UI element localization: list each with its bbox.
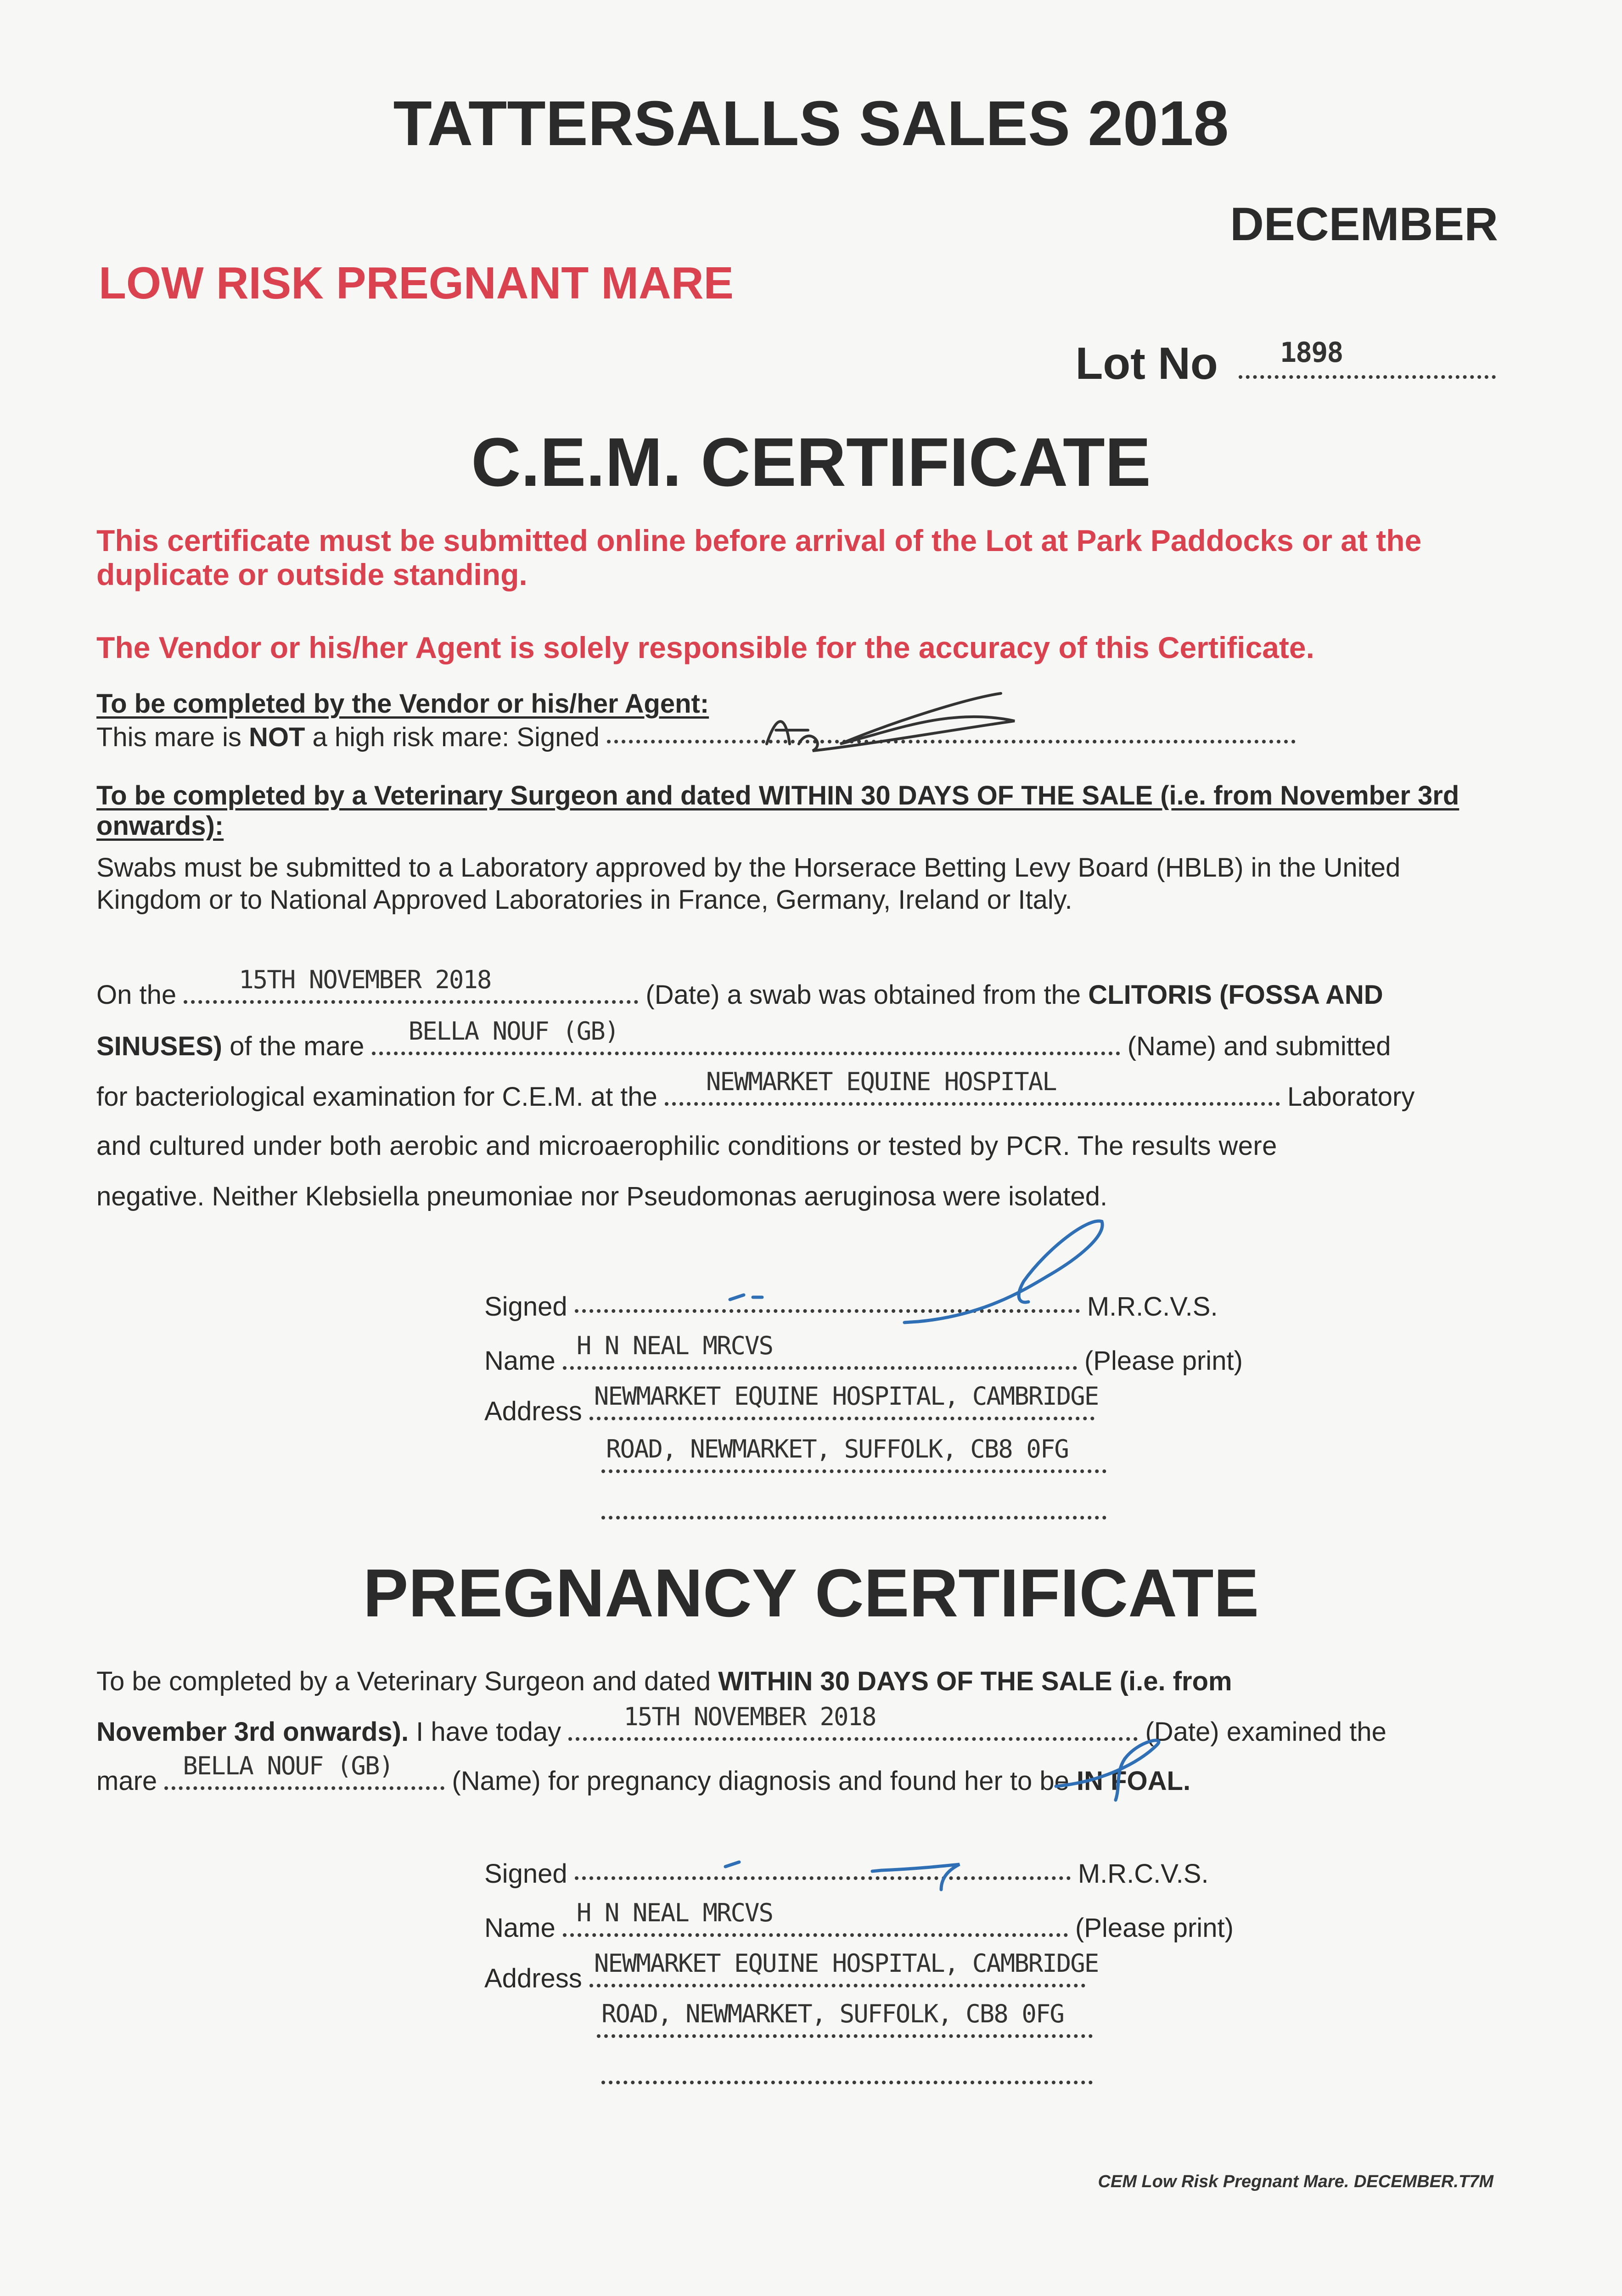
cem-name-row: Name H N NEAL MRCVS (Please print) [484, 1343, 1243, 1378]
pregnancy-name-row: Name H N NEAL MRCVS (Please print) [484, 1910, 1234, 1945]
pregnancy-heading: PREGNANCY CERTIFICATE [363, 1555, 1259, 1631]
lot-number-value: 1898 [1280, 337, 1343, 369]
pregnancy-signed-row: Signed M.R.C.V.S. [484, 1859, 1209, 1889]
sale-title: TATTERSALLS SALES 2018 [393, 88, 1229, 159]
pregnancy-vet-name-value: H N NEAL MRCVS [576, 1898, 773, 1927]
vet-heading: To be completed by a Veterinary Surgeon and dated WITHIN 30 DAYS OF THE SALE (i.e. from November 3rd onwards): [96, 781, 1459, 841]
cem-address-line-2-value: ROAD, NEWMARKET, SUFFOLK, CB8 0FG [606, 1435, 1068, 1463]
cem-line-date: On the 15TH NOVEMBER 2018 (Date) a swab was obtained from the CLITORIS (FOSSA AND [96, 977, 1383, 1012]
cem-address-line-1-value: NEWMARKET EQUINE HOSPITAL, CAMBRIDGE [594, 1382, 1099, 1411]
pregnancy-address-line-3 [601, 2081, 1093, 2084]
lot-label: Lot No [1075, 338, 1218, 388]
pregnancy-date-value: 15TH NOVEMBER 2018 [623, 1702, 876, 1731]
cem-line-result: negative. Neither Klebsiella pneumoniae nor Pseudomonas aeruginosa were isolated. [96, 1182, 1108, 1211]
vendor-statement: This mare is NOT a high risk mare: Signed [96, 721, 1296, 754]
form-code: CEM Low Risk Pregnant Mare. DECEMBER.T7M [1098, 2172, 1493, 2191]
cem-vet-signature [725, 1212, 1139, 1332]
swab-date-value: 15TH NOVEMBER 2018 [239, 965, 491, 994]
pregnancy-line-3: mare BELLA NOUF (GB) (Name) for pregnancy diagnosis and found her to be IN FOAL. [96, 1763, 1190, 1798]
pregnancy-line-2: November 3rd onwards). I have today 15TH NOVEMBER 2018 (Date) examined the [96, 1714, 1386, 1749]
pregnancy-address-row: Address NEWMARKET EQUINE HOSPITAL, CAMBRIDGE [484, 1961, 1085, 1995]
cem-line-mare: SINUSES) of the mare BELLA NOUF (GB) (Name) and submitted [96, 1029, 1391, 1063]
lot-number-line [1239, 337, 1496, 379]
lot-number-field [1076, 338, 1496, 389]
vendor-heading: To be completed by the Vendor or his/her Agent: [96, 689, 709, 719]
pregnancy-line-1: To be completed by a Veterinary Surgeon and dated WITHIN 30 DAYS OF THE SALE (i.e. from [96, 1666, 1232, 1696]
cem-signed-row: Signed M.R.C.V.S. [484, 1292, 1218, 1322]
cem-address-line-3 [601, 1516, 1106, 1519]
pregnancy-address-line-1-value: NEWMARKET EQUINE HOSPITAL, CAMBRIDGE [594, 1949, 1099, 1978]
pregnancy-mare-name-value: BELLA NOUF (GB) [183, 1751, 393, 1780]
laboratory-field [665, 1067, 1280, 1106]
pregnancy-check-mark [1047, 1731, 1184, 1805]
cem-line-laboratory: for bacteriological examination for C.E.M. at the NEWMARKET EQUINE HOSPITAL Laboratory [96, 1079, 1414, 1114]
cem-address-line-2 [601, 1435, 1106, 1473]
cem-mare-name-field [372, 1017, 1120, 1055]
pregnancy-vet-signature [721, 1825, 1042, 1894]
pregnancy-address-line-2 [597, 1999, 1093, 2038]
pregnancy-address-line-2-value: ROAD, NEWMARKET, SUFFOLK, CB8 0FG [601, 1999, 1064, 2028]
cem-mare-name-value: BELLA NOUF (GB) [408, 1017, 619, 1046]
swab-requirement: Swabs must be submitted to a Laboratory approved by the Horserace Betting Levy Board (HBLB) in the United Kingdom or to National Approved Laboratories in France, Germany, Ireland or Italy. [96, 853, 1401, 915]
submission-notice: This certificate must be submitted online before arrival of the Lot at Park Paddocks or at the duplicate or outside standing. [96, 523, 1422, 591]
cem-address-row-2 [601, 1435, 1106, 1481]
cem-address-row: Address NEWMARKET EQUINE HOSPITAL, CAMBRIDGE [484, 1394, 1094, 1428]
sale-month: DECEMBER [1230, 198, 1498, 250]
vendor-signature [758, 675, 1033, 758]
cem-vet-name-value: H N NEAL MRCVS [576, 1331, 773, 1360]
pregnancy-address-row-3 [601, 2062, 1093, 2095]
cem-heading: C.E.M. CERTIFICATE [471, 423, 1151, 501]
swab-date-field [184, 965, 638, 1004]
mare-category: LOW RISK PREGNANT MARE [99, 258, 734, 308]
responsibility-notice: The Vendor or his/her Agent is solely responsible for the accuracy of this Certificate. [96, 630, 1314, 664]
pregnancy-address-row-2 [597, 1999, 1093, 2046]
pregnancy-mare-name-field [164, 1751, 444, 1790]
laboratory-value: NEWMARKET EQUINE HOSPITAL [706, 1067, 1056, 1096]
cem-line-culture: and cultured under both aerobic and microaerophilic conditions or tested by PCR. The results were [96, 1131, 1277, 1161]
cem-address-row-3 [601, 1497, 1106, 1530]
